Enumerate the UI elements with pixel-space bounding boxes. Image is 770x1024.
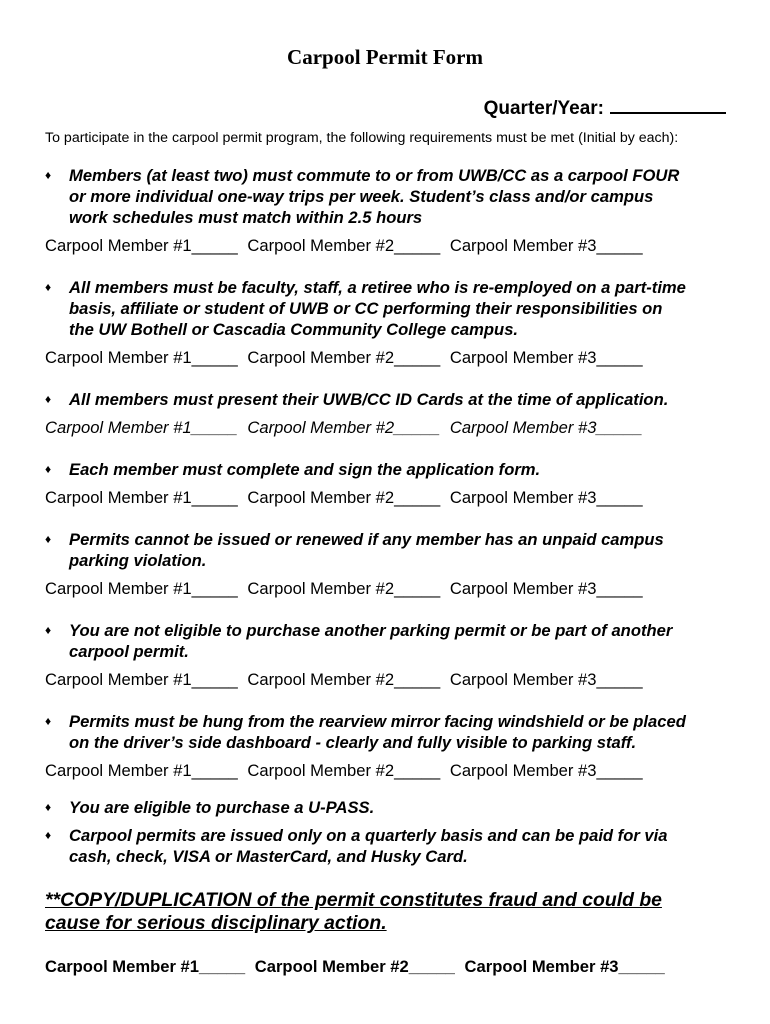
member-1-initial[interactable]: Carpool Member #1_____ — [45, 418, 238, 437]
requirement-text — [45, 165, 735, 228]
requirement-line: You are not eligible to purchase another parking permit or be part of another — [69, 621, 673, 640]
diamond-bullet-icon: ♦ — [45, 462, 52, 476]
requirement-line: Members (at least two) must commute to or from UWB/CC as a carpool FOUR — [69, 166, 680, 185]
diamond-bullet-icon: ♦ — [45, 828, 52, 842]
member-3-initial[interactable]: Carpool Member #3_____ — [449, 418, 643, 437]
member-1-initial[interactable]: Carpool Member #1_____ — [45, 488, 238, 507]
member-initials-row — [45, 347, 735, 368]
member-1-initial[interactable]: Carpool Member #1_____ — [45, 348, 238, 367]
requirement-line: Carpool permits are issued only on a quarterly basis and can be paid for via — [69, 826, 668, 845]
requirement-7 — [45, 711, 735, 781]
requirement-line: Permits must be hung from the rearview mirror facing windshield or be placed — [69, 712, 686, 731]
requirement-line: work schedules must match within 2.5 hours — [69, 208, 423, 227]
requirement-line: carpool permit. — [69, 642, 189, 661]
member-1-initial[interactable]: Carpool Member #1_____ — [45, 670, 238, 689]
member-2-initial[interactable]: Carpool Member #2_____ — [247, 670, 441, 689]
diamond-bullet-icon: ♦ — [45, 280, 52, 294]
diamond-bullet-icon: ♦ — [45, 714, 52, 728]
requirement-line: cash, check, VISA or MasterCard, and Husky Card. — [69, 847, 468, 866]
warning-line: **COPY/DUPLICATION of the permit constitutes fraud and could be — [45, 889, 662, 911]
member-3-initial[interactable]: Carpool Member #3_____ — [449, 236, 643, 255]
requirement-text — [45, 277, 735, 340]
member-initials-row — [45, 235, 735, 256]
member-2-initial[interactable]: Carpool Member #2_____ — [247, 579, 441, 598]
member-1-initial[interactable]: Carpool Member #1_____ — [45, 236, 238, 255]
requirement-text — [45, 389, 735, 410]
requirement-6 — [45, 620, 735, 690]
requirement-2 — [45, 277, 735, 368]
requirement-line: Each member must complete and sign the application form. — [69, 460, 541, 479]
requirement-text — [45, 797, 735, 818]
diamond-bullet-icon: ♦ — [45, 392, 52, 406]
requirement-line: basis, affiliate or student of UWB or CC performing their responsibilities on — [69, 299, 663, 318]
page-title: Carpool Permit Form — [287, 45, 483, 69]
diamond-bullet-icon: ♦ — [45, 800, 52, 814]
final-member-initials-row — [45, 956, 665, 977]
fraud-warning — [45, 889, 745, 935]
member-3-initial[interactable]: Carpool Member #3_____ — [449, 579, 643, 598]
member-3-initial[interactable]: Carpool Member #3_____ — [449, 488, 643, 507]
requirement-4 — [45, 459, 735, 508]
diamond-bullet-icon: ♦ — [45, 532, 52, 546]
requirement-line: All members must present their UWB/CC ID Cards at the time of application. — [69, 390, 669, 409]
requirement-line: parking violation. — [69, 551, 207, 570]
quarter-year-field — [484, 94, 726, 121]
requirement-line: All members must be faculty, staff, a retiree who is re-employed on a part-time — [69, 278, 686, 297]
member-2-initial[interactable]: Carpool Member #2_____ — [247, 418, 441, 437]
member-initials-row — [45, 760, 735, 781]
member-2-initial[interactable]: Carpool Member #2_____ — [247, 236, 441, 255]
member-initials-row — [45, 578, 735, 599]
requirement-text — [45, 459, 735, 480]
member-3-initial[interactable]: Carpool Member #3_____ — [464, 957, 665, 976]
warning-line: cause for serious disciplinary action. — [45, 912, 387, 934]
member-1-initial[interactable]: Carpool Member #1_____ — [45, 579, 238, 598]
intro-text: To participate in the carpool permit program, the following requirements must be met (Initial by each): — [45, 130, 679, 146]
requirement-line: You are eligible to purchase a U-PASS. — [69, 798, 375, 817]
diamond-bullet-icon: ♦ — [45, 168, 52, 182]
member-2-initial[interactable]: Carpool Member #2_____ — [254, 957, 455, 976]
member-initials-row — [45, 669, 735, 690]
quarter-year-label: Quarter/Year: — [483, 98, 604, 119]
requirement-line: on the driver’s side dashboard - clearly and fully visible to parking staff. — [69, 733, 637, 752]
requirement-3 — [45, 389, 735, 438]
requirement-line: Permits cannot be issued or renewed if any member has an unpaid campus — [69, 530, 664, 549]
requirement-text — [45, 620, 735, 662]
requirement-8 — [45, 797, 735, 818]
requirement-1 — [45, 165, 735, 256]
requirement-line: the UW Bothell or Cascadia Community College campus. — [69, 320, 519, 339]
member-1-initial[interactable]: Carpool Member #1_____ — [45, 761, 238, 780]
member-2-initial[interactable]: Carpool Member #2_____ — [247, 488, 441, 507]
requirement-text — [45, 711, 735, 753]
requirement-text — [45, 529, 735, 571]
member-3-initial[interactable]: Carpool Member #3_____ — [449, 761, 643, 780]
quarter-year-blank[interactable] — [610, 94, 726, 114]
member-3-initial[interactable]: Carpool Member #3_____ — [449, 670, 643, 689]
member-2-initial[interactable]: Carpool Member #2_____ — [247, 348, 441, 367]
requirement-5 — [45, 529, 735, 599]
requirement-line: or more individual one-way trips per week. Student’s class and/or campus — [69, 187, 654, 206]
requirement-text — [45, 825, 735, 867]
member-1-initial[interactable]: Carpool Member #1_____ — [45, 957, 246, 976]
member-initials-row — [45, 417, 735, 438]
diamond-bullet-icon: ♦ — [45, 623, 52, 637]
member-2-initial[interactable]: Carpool Member #2_____ — [247, 761, 441, 780]
member-initials-row — [45, 487, 735, 508]
requirement-9 — [45, 825, 735, 867]
member-3-initial[interactable]: Carpool Member #3_____ — [449, 348, 643, 367]
